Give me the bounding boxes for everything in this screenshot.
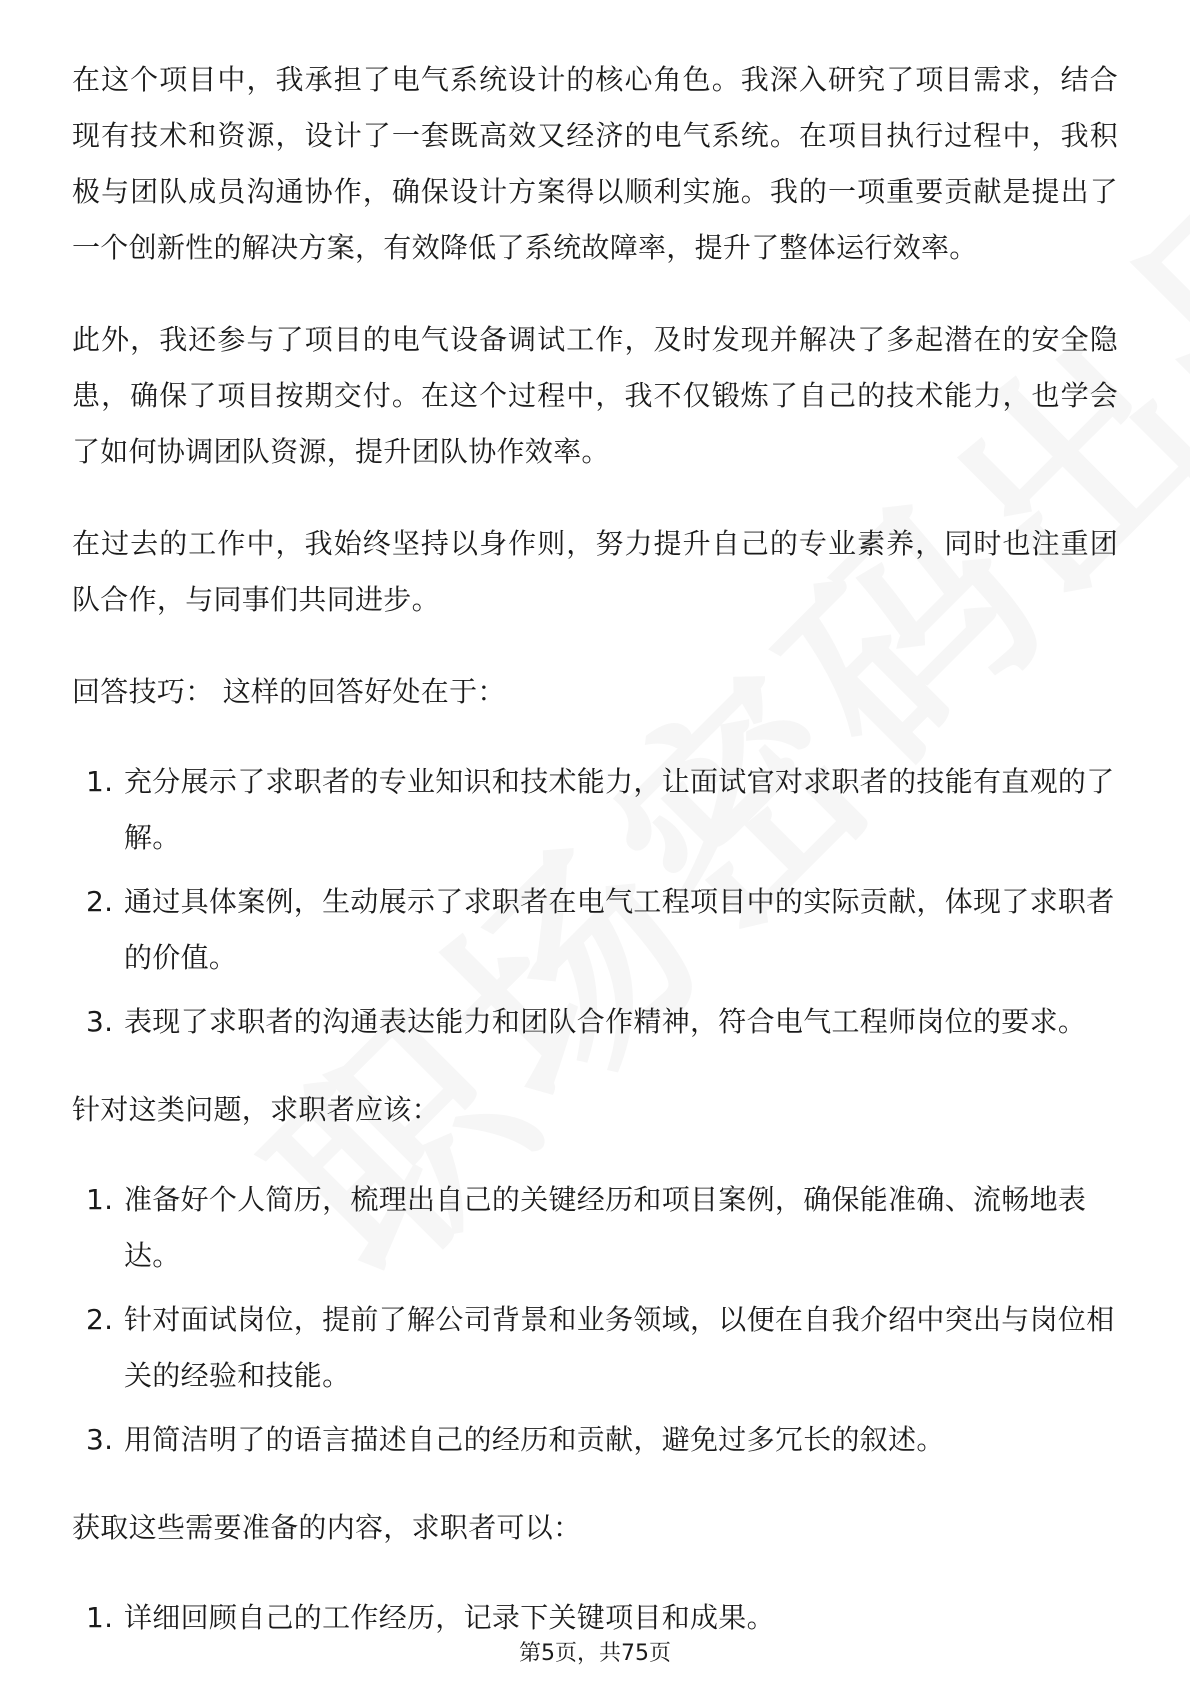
paragraph-past-work: 在过去的工作中，我始终坚持以身作则，努力提升自己的专业素养，同时也注重团队合作，与同事们共同进步。 bbox=[72, 527, 1118, 616]
list-item-number: 1. bbox=[86, 1183, 114, 1216]
list-item-number: 3. bbox=[86, 1005, 114, 1038]
list-item-text: 用简洁明了的语言描述自己的经历和贡献，避免过多冗长的叙述。 bbox=[124, 1423, 945, 1456]
list-item-text: 通过具体案例，生动展示了求职者在电气工程项目中的实际贡献，体现了求职者的价值。 bbox=[124, 885, 1115, 974]
should-list bbox=[72, 1172, 1118, 1468]
paragraph-equipment-debugging: 此外，我还参与了项目的电气设备调试工作，及时发现并解决了多起潜在的安全隐患，确保了项目按期交付。在这个过程中，我不仅锻炼了自己的技术能力，也学会了如何协调团队资源，提升团队协作效率。 bbox=[72, 323, 1118, 468]
list-item-number: 3. bbox=[86, 1423, 114, 1456]
page-content bbox=[72, 52, 1118, 1678]
page-number-footer: 第5页，共75页 bbox=[519, 1641, 671, 1666]
list-item bbox=[72, 1292, 1118, 1404]
tips-heading: 回答技巧： 这样的回答好处在于： bbox=[72, 675, 506, 708]
should-heading: 针对这类问题，求职者应该： bbox=[72, 1093, 440, 1126]
list-item-text: 表现了求职者的沟通表达能力和团队合作精神，符合电气工程师岗位的要求。 bbox=[124, 1005, 1087, 1038]
list-item bbox=[72, 1412, 1118, 1468]
list-item bbox=[72, 1172, 1118, 1284]
list-item bbox=[72, 754, 1118, 866]
list-item-number: 2. bbox=[86, 1303, 114, 1336]
obtain-heading: 获取这些需要准备的内容，求职者可以： bbox=[72, 1511, 582, 1544]
paragraph-project-role: 在这个项目中，我承担了电气系统设计的核心角色。我深入研究了项目需求，结合现有技术和资源，设计了一套既高效又经济的电气系统。在项目执行过程中，我积极与团队成员沟通协作，确保设计方案得以顺利实施。我的一项重要贡献是提出了一个创新性的解决方案，有效降低了系统故障率，提升了整体运行效率。 bbox=[72, 63, 1118, 264]
list-item-number: 1. bbox=[86, 1601, 114, 1634]
list-item-text: 充分展示了求职者的专业知识和技术能力，让面试官对求职者的技能有直观的了解。 bbox=[124, 765, 1115, 854]
list-item bbox=[72, 874, 1118, 986]
tips-list bbox=[72, 754, 1118, 1050]
list-item-text: 准备好个人简历，梳理出自己的关键经历和项目案例，确保能准确、流畅地表达。 bbox=[124, 1183, 1087, 1272]
list-item-number: 1. bbox=[86, 765, 114, 798]
list-item-text: 针对面试岗位，提前了解公司背景和业务领域，以便在自我介绍中突出与岗位相关的经验和技能。 bbox=[124, 1303, 1115, 1392]
list-item-text: 详细回顾自己的工作经历，记录下关键项目和成果。 bbox=[124, 1601, 775, 1634]
list-item-number: 2. bbox=[86, 885, 114, 918]
list-item bbox=[72, 994, 1118, 1050]
